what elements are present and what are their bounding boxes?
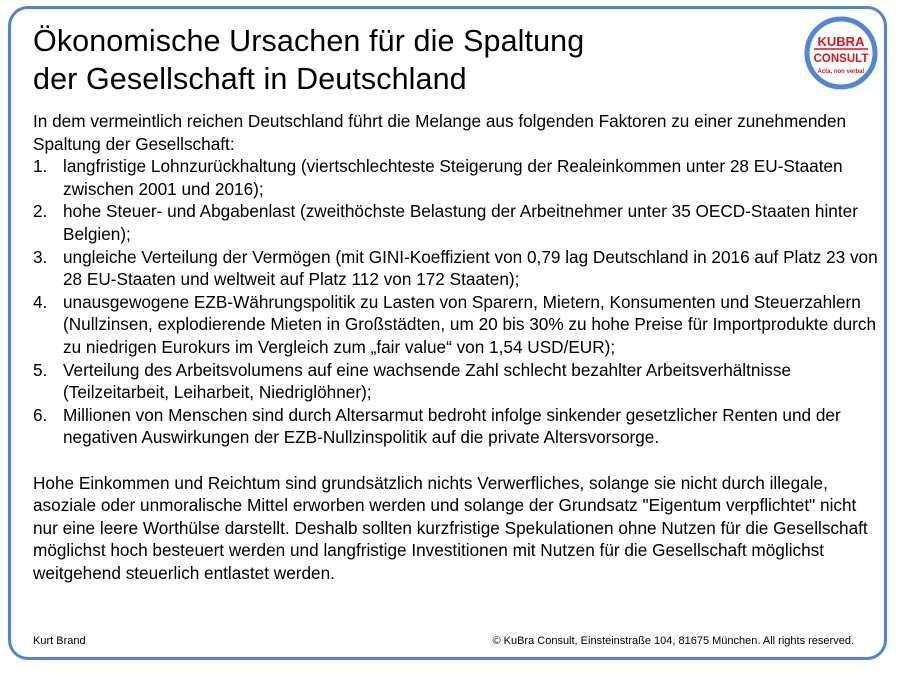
list-number: 5.	[33, 359, 48, 380]
list-number: 3.	[33, 246, 48, 267]
logo-emblem	[803, 15, 879, 91]
list-item	[33, 359, 878, 404]
list-item	[33, 291, 878, 359]
list-number: 2.	[33, 201, 48, 222]
list-item	[33, 404, 878, 449]
title-line-1: Ökonomische Ursachen für die Spaltung	[33, 24, 585, 58]
factor-list	[33, 155, 878, 449]
list-item	[33, 200, 878, 245]
kubra-consult-logo	[803, 15, 879, 91]
list-item	[33, 246, 878, 291]
intro-text: In dem vermeintlich reichen Deutschland führt die Melange aus folgenden Faktoren zu einer zunehmenden Spaltung der Gesellschaft:	[33, 111, 847, 154]
list-number: 6.	[33, 404, 48, 425]
page-title	[33, 22, 753, 98]
list-number: 1.	[33, 156, 48, 177]
footer-author: Kurt Brand	[33, 635, 86, 647]
footer-copyright: © KuBra Consult, Einsteinstraße 104, 81675 München. All rights reserved.	[492, 635, 854, 647]
list-text: Verteilung des Arbeitsvolumens auf eine wachsende Zahl schlecht bezahlter Arbeitsverhältnisse (Teilzeitarbeit, Leiharbeit, Niedriglöhner);	[63, 359, 792, 403]
list-text: unausgewogene EZB-Währungspolitik zu Lasten von Sparern, Mietern, Konsumenten und Steuerzahlern (Nullzinsen, explodierende Mieten in Großstädten, um 20 bis 30% zu hohe Preise für Importprodukte durch zu niedrigen Eurokurs im Vergleich zum „fair value“ von 1,54 USD/EUR);	[63, 291, 877, 357]
list-text: Millionen von Menschen sind durch Altersarmut bedroht infolge sinkender gesetzlicher Renten und der negativen Auswirkungen der EZB-Nullzinspolitik auf die private Altersvorsorge.	[63, 404, 841, 448]
slide-body	[33, 110, 878, 584]
title-line-2: der Gesellschaft in Deutschland	[33, 62, 467, 96]
list-text: ungleiche Verteilung der Vermögen (mit GINI-Koeffizient von 0,79 lag Deutschland in 2016 auf Platz 23 von 28 EU-Staaten und weltweit auf Platz 112 von 172 Staaten);	[63, 246, 878, 290]
logo-brand-line2: CONSULT	[813, 53, 869, 65]
list-text: langfristige Lohnzurückhaltung (viertschlechteste Steigerung der Realeinkommen unter 28 EU-Staaten zwischen 2001 und 2016);	[63, 156, 843, 199]
list-text: hohe Steuer- und Abgabenlast (zweithöchste Belastung der Arbeitnehmer unter 35 OECD-Staaten hinter Belgien);	[63, 201, 858, 244]
logo-brand-line1: KUBRA	[817, 34, 865, 49]
closing-paragraph: Hohe Einkommen und Reichtum sind grundsätzlich nichts Verwerfliches, solange sie nicht durch illegale, asoziale oder unmoralische Mittel erworben werden und solange der Grundsatz "Eigentum verpflichtet" nicht nur eine leere Worthülse darstellt. Deshalb sollten kurzfristige Spekulationen ohne Nutzen für die Gesellschaft möglichst hoch besteuert werden und langfristige Investitionen mit Nutzen für die Gesellschaft möglichst weitgehend steuerlich entlastet werden.	[33, 472, 868, 583]
list-number: 4.	[33, 291, 48, 312]
list-item	[33, 155, 878, 200]
logo-tagline: Acta, non verba!	[817, 69, 865, 75]
